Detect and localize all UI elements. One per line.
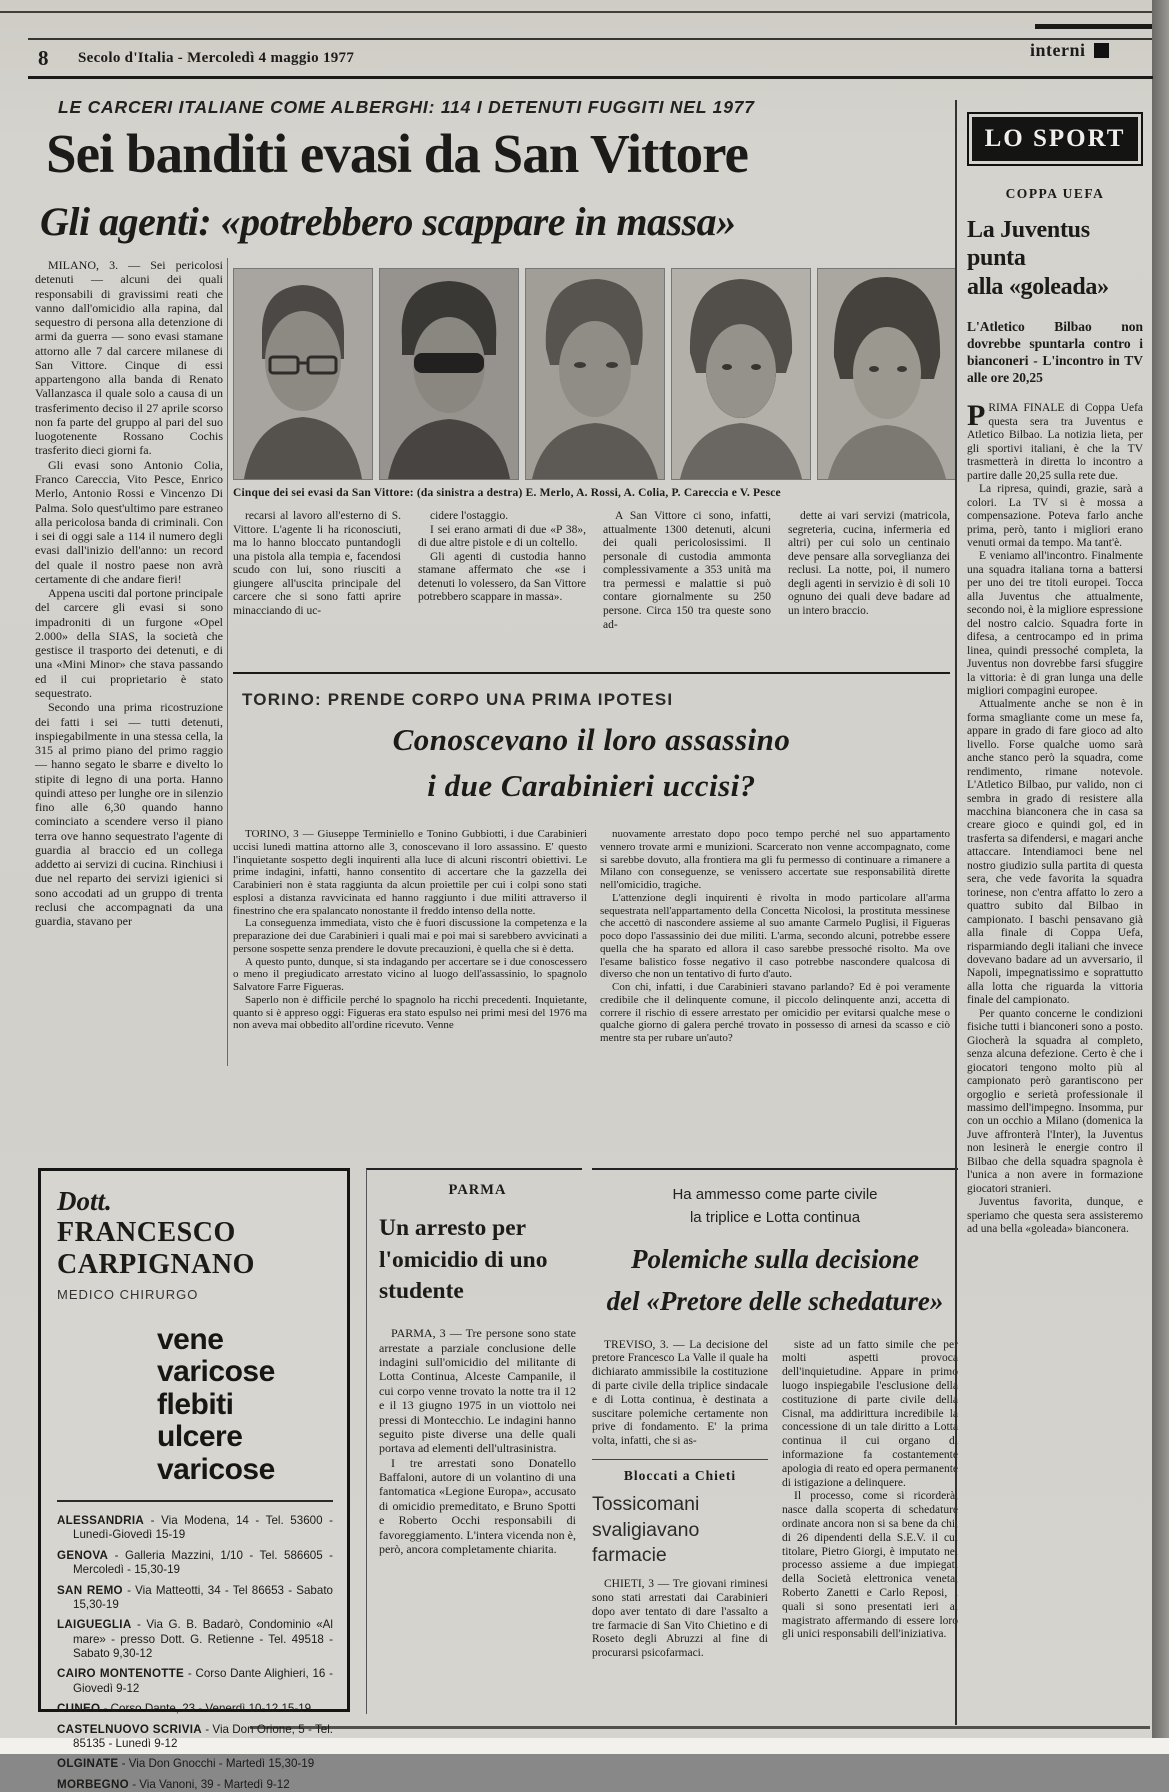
ad-doctor-first-name: FRANCESCO: [57, 1216, 236, 1248]
paragraph: A San Vittore ci sono, infatti, attualmente 1300 detenuti, alcuni dei quali pericolosissimi. Il personale di custodia ammonta complessivamente a 353 unità ma tra permessi e malattie si può contare giornalmente su 250 persone. Circa 150 tra queste sono ad-: [603, 510, 771, 631]
ad-profession: MEDICO CHIRURGO: [57, 1287, 199, 1303]
pretore-kicker-line2: la triplice e Lotta continua: [689, 1208, 861, 1226]
ad-address-entry: GENOVA - Galleria Mazzini, 1/10 - Tel. 586605 - Mercoledì - 15,30-19: [57, 1548, 333, 1577]
ad-address-entry: MORBEGNO - Via Vanoni, 39 - Martedì 9-12: [57, 1777, 290, 1791]
mugshot-photo-4: [671, 268, 811, 480]
paragraph: A questo punto, dunque, si sta indagando per accertare se i due conoscessero o meno il pregiudicato arrestato vicino al luogo dell'assassinio, lo spagnolo Salvatore Farre Figueras.: [233, 955, 587, 993]
paragraph: Con chi, infatti, i due Carabinieri stavano parlando? Ed è poi veramente credibile che il delinquente comune, il piccolo delinquente anzi, accetta di correre il rischio di essere arrestato per omicidio per evitarsi qualche mese o qualche giorno di galera perché trovato in possesso di arnesi da scasso e ciò mentre sta per rubare un'auto?: [600, 981, 950, 1044]
lead-column-1: [35, 258, 223, 928]
paragraph: E veniamo all'incontro. Finalmente una squadra italiana torna a battersi per uno dei tre titoli europei. Tocca alla Juventus che attualmente, secondo noi, è la migliore espressione del nostro calcio. Squadra forte in difesa, a centrocampo ed in prima linea, quindi pressoché completa, la Juventus non dovrebbe farsi sfuggire la vittoria: è di gran lunga una delle migliori compagini europee.: [967, 550, 1143, 697]
chieti-headline: Tossicomani svaligiavano farmacie: [592, 1493, 700, 1566]
sport-body: [967, 399, 1143, 1236]
paragraph: cidere l'ostaggio.: [430, 510, 509, 522]
ad-address-entry: CAIRO MONTENOTTE - Corso Dante Alighieri, 16 - Giovedì 9-12: [57, 1667, 333, 1695]
paragraph: Il processo, come si ricorderà, nasce dalla scoperta di schedature ordinate ancora non si sa bene da chi, di 26 dipendenti della S.E.V. il cui titolare, Pietro Giorgi, è imputato nel processo assieme a due impiegati della Società elettronica veneta, Roberto Zanetti e Carlo Reposi, i quali si sono presentati ieri al magistrato affermando di essere loro gli unici responsabili dell'iniziativa.: [782, 1490, 958, 1641]
scan-line-top: [0, 11, 1169, 13]
pretore-headline-line1: Polemiche sulla decisione: [631, 1244, 919, 1274]
ad-services-list: [157, 1324, 333, 1486]
ad-address-entry: SAN REMO - Via Matteotti, 34 - Tel 86653 - Sabato 15,30-19: [57, 1583, 333, 1611]
scan-bar-top-right: [1035, 24, 1155, 29]
paragraph: PRIMA FINALE di Coppa Uefa questa sera tra Juventus e Atletico Bilbao. La notizia lieta, per gli sportivi italiani, è che la TV trasmetterà in diretta lo incontro a partire dalle 20,25 sulla rete due.: [967, 399, 1143, 482]
photo-caption: Cinque dei sei evasi da San Vittore: (da sinistra a destra) E. Merlo, A. Rossi, A. Colia, P. Careccia e V. Pesce: [233, 487, 781, 499]
pretore-headline-line2: del «Pretore delle schedature»: [606, 1285, 944, 1316]
sport-box-title: LO SPORT: [972, 117, 1138, 161]
ad-doctor-last-name: CARPIGNANO: [57, 1248, 255, 1280]
mugshot-photo-5: [817, 268, 957, 480]
chieti-divider: [592, 1459, 768, 1460]
section-square-icon: [1094, 43, 1109, 58]
paragraph: Gli evasi sono Antonio Colia, Franco Careccia, Vito Pesce, Enrico Merlo, Antonio Rossi e Vincenzo Di Palma. Solo quest'ultimo pare estraneo alla pericolosa banda di criminali. Con i sei di oggi sale a 114 il numero degli evasi dall'inizio dell'anno: un record del quale il nostro paese non avrà certamente di che andare fieri!: [35, 457, 223, 586]
sport-kicker: COPPA UEFA: [1005, 186, 1105, 201]
paragraph: recarsi al lavoro all'esterno di S. Vittore. L'agente li ha riconosciuti, ma lo hanno bloccato puntandogli una pistola alla tempia e, facendosi scudo con lui, sono riusciti a giungere all'uscita principale del carcere che si sono fatti aprire minacciando di uc-: [233, 510, 401, 617]
paragraph: siste ad un fatto simile che per molti aspetti provoca dell'inquietudine. Appare in primo luogo inspiegabile l'esclusione della costituzione di parte civile della Cisnal, ma addirittura incredibile la concessione di un tale diritto a Lotta continua il cui organo di informazione fa costantemente apologia di reato ed opera permanente di istigazione a delinquere.: [782, 1338, 958, 1489]
torino-column-2: [600, 828, 950, 1154]
paragraph: Appena usciti dal portone principale del carcere gli evasi si sono impadroniti di un furgone «Opel 2.000» della SIAS, la società che gestisce il trasporto dei detenuti, e di una «Mini Minor» che stava passando ed il cui proprietario è stato sequestrato.: [35, 586, 223, 700]
chieti-body: [592, 1578, 768, 1661]
lead-column-3: [418, 510, 586, 605]
masthead: Secolo d'Italia - Mercoledì 4 maggio 1977: [78, 50, 355, 66]
parma-kicker: PARMA: [448, 1182, 507, 1198]
mugshot-photo-1: [233, 268, 373, 480]
scan-edge-right: [1152, 0, 1169, 1754]
torino-headline-line2: i due Carabinieri uccisi?: [427, 768, 756, 803]
paragraph: La Juventus: [967, 217, 1090, 243]
paragraph: flebiti: [157, 1387, 234, 1421]
parma-body: [379, 1326, 576, 1556]
ad-address-entry: ALESSANDRIA - Via Modena, 14 - Tel. 53600 - Lunedì-Giovedì 15-19: [57, 1514, 333, 1542]
scan-smudge-bottom: [250, 1726, 1150, 1729]
pretore-article: [592, 1168, 958, 1661]
chieti-kicker: Bloccati a Chieti: [623, 1468, 737, 1484]
sport-box: [967, 112, 1143, 166]
paragraph: Per quanto concerne le condizioni fisiche tutti i bianconeri sono a posto. Giocherà la squadra al completo, senza alcuna defezione. Certo è che i giocatori tengono molto più al campionato però garantiscono per orgoglio e serietà professionale il massimo dell'impegno. Insomma, pur con un occhio a Milano (domenica la Juve affronterà l'Inter), la Juventus non lesinerà le energie contro il Bilbao che della squadra spagnola è l'unica a non avere in formazione giocatori stranieri.: [967, 1007, 1143, 1195]
lead-column-5: [788, 510, 950, 619]
paragraph: Gli agenti di custodia hanno stamane affermato che «se i detenuti lo volessero, da San Vittore potrebbero scappare in massa».: [418, 550, 586, 604]
mugshot-strip: [233, 268, 949, 480]
paragraph: TREVISO, 3. — La decisione del pretore Francesco La Valle il quale ha dichiarato ammissibile la costituzione di parte civile della triplice sindacale e di Lotta continua, è destinata a suscitare polemiche certamente non prive di fondamento. E' la prima volta, infatti, che si as-: [592, 1338, 768, 1448]
sport-sidebar: [955, 100, 1151, 1725]
paragraph: dette ai vari servizi (matricola, segreteria, cucina, infermeria ed altri) per cui solo un centinaio deve pensare alla sorveglianza dei reclusi. La notte, poi, il numero degli agenti in servizio è di soli 10 ognuno dei quali deve badare ad un intero braccio.: [788, 510, 950, 617]
pretore-columns: [592, 1339, 958, 1661]
ad-address-entry: LAIGUEGLIA - Via G. B. Badarò, Condominio «Al mare» - presso Dott. G. Retienne - Tel. 49518 - Sabato 9,30-12: [57, 1618, 333, 1661]
paragraph: alla «goleada»: [967, 273, 1109, 300]
parma-headline: Un arresto per l'omicidio di uno studente: [379, 1215, 548, 1305]
ad-address-entry: OLGINATE - Via Don Gnocchi - Martedì 15,30-19: [57, 1757, 315, 1771]
paragraph: I tre arrestati sono Donatello Baffaloni, autore di un volantino di una fantomatica «Legione Europa», accusato di omicidio premeditato, e Bruno Spotti e Roberto Occhi responsabili di favoreggiamento. L'intera vicenda non è, però, ancora completamente chiarita.: [379, 1455, 576, 1557]
ad-address-list: [57, 1514, 333, 1792]
ad-address-entry: CASTELNUOVO SCRIVIA - Via Don Orione, 5 - Tel. 85135 - Lunedì 9-12: [57, 1722, 333, 1750]
ad-address-entry: CUNEO - Corso Dante, 23 - Venerdì 10-12 15-19: [57, 1702, 312, 1716]
paragraph: MILANO, 3. — Sei pericolosi detenuti — alcuni dei quali responsabili di gravissimi reati che vanno dall'omicidio alla rapina, dal sequestro di persona alla detenzione di armi da guerra — sono evasi stamane attorno alle 7 dal carcere milanese di San Vittore. Cinque di essi appartengono alla banda di Renato Vallanzasca il quale solo a causa di un trasferimento deciso il 27 aprile scorso non fa parte del gruppo al pari del suo luogotenente Rossano Cochis trasferito dieci giorni fa.: [35, 258, 223, 458]
torino-column-1: [233, 828, 587, 1154]
paragraph: Juventus favorita, dunque, e speriamo che questa sera assisteremo ad una bella «goleada» bianconera.: [967, 1196, 1143, 1236]
lead-kicker: LE CARCERI ITALIANE COME ALBERGHI: 114 I DETENUTI FUGGITI NEL 1977: [58, 97, 755, 117]
torino-kicker: TORINO: PRENDE CORPO UNA PRIMA IPOTESI: [242, 690, 674, 709]
section-label: interni: [1030, 40, 1086, 60]
mugshot-photo-3: [525, 268, 665, 480]
paragraph: Saperlo non è difficile perché lo spagnolo ha ricchi precedenti. Inquietante, quanto si è appreso oggi: Figueras era stato espulso nei primi mesi del 1976 ma non aveva mai obbedito all'ordine ricevuto. Venne: [233, 993, 587, 1032]
sport-headline: [967, 216, 1143, 301]
ad-doctor-title: Dott.: [57, 1186, 112, 1216]
paragraph: CHIETI, 3 — Tre giovani riminesi sono stati arrestati dai Carabinieri dopo aver tentato di dare l'assalto a tre farmacie di San Vito Chietino e di Roseto degli Abruzzi al fine di procurarsi psicofarmaci.: [592, 1578, 768, 1660]
paragraph: La conseguenza immediata, visto che è fuori discussione la competenza e la preparazione dei due Carabinieri i quali mai e poi mai si sarebbero avvicinati a persone sospette senza prendere le dovute precauzioni, è quella che si è detta.: [233, 917, 587, 955]
paragraph: punta: [967, 245, 1026, 272]
paragraph: L'attenzione degli inquirenti è rivolta in modo particolare all'arma sequestrata nell'appartamento della Concetta Nicolosi, la prostituta messinese che accettò di nascondere assieme al suo amante Carmelo Puglisi, il Figueras poco dopo l'assassinio dei due militi. L'arma, secondo alcuni, potrebbe essere quella che ha sparato ed allora il caso sarebbe pressoché risolto. Ma ove l'esame balistico fosse negativo il caso potrebbe nascondere qualcosa di diverso che non un tentativo di furto d'auto.: [600, 891, 950, 981]
section-header: [1030, 40, 1109, 61]
paragraph: vene varicose: [157, 1323, 275, 1389]
lead-subheadline: Gli agenti: «potrebbero scappare in massa»: [40, 199, 736, 244]
ad-box: [38, 1168, 350, 1791]
lead-column-4: [603, 510, 771, 632]
parma-article: [366, 1168, 582, 1714]
mugshot-photo-2: [379, 268, 519, 480]
lead-headline: Sei banditi evasi da San Vittore: [46, 123, 748, 184]
sport-standfirst: L'Atletico Bilbao non dovrebbe spuntarla contro i bianconeri - L'incontro in TV alle ore 20,25: [967, 318, 1143, 385]
torino-top-rule: [233, 672, 950, 674]
pretore-column-1: [592, 1339, 768, 1661]
paragraph: TORINO, 3 — Giuseppe Terminiello e Tonino Gubbiotti, i due Carabinieri uccisi lunedì mattina attorno alle 3, conoscevano il loro assassino. E' questo l'inquietante sospetto degli inquirenti alla luce di alcuni riscontri obiettivi. Le prime indagini, infatti, hanno consentito di accertare che la gazzella dei Carabinieri non è stata raggiunta da alcun proiettile per cui i colpi sono stati esplosi a distanza ravvicinata ed hanno raggiunto i due militi attraverso il finestrino che era spalancato nonostante il freddo intenso della notte.: [233, 828, 587, 917]
paragraph: I sei erano armati di due «P 38», di due altre pistole e di un coltello.: [418, 523, 586, 550]
paragraph: Secondo una prima ricostruzione dei fatti i sei — tutti detenuti, inspiegabilmente in una stessa cella, la 315 al primo piano del primo raggio — hanno segato le sbarre e divelto lo stipite di legno di una porta. Hanno quindi atteso per lunghe ore in silenzio fino alle 6,30 quando hanno cominciato a scendere verso il piano terra ove hanno sequestrato l'agente di guardia al braccio ed un collega addetto ai servizi di cucina. Rinchiusi i due nel reparto dei servizi igienici si sono accodati ad un gruppo di trenta reclusi che accompagnati da una guardia, stavano per: [35, 700, 223, 929]
paragraph: nuovamente arrestato dopo poco tempo perché nel suo appartamento vennero trovate armi e munizioni. Scarcerato non venne accompagnato, come si sarebbe dovuto, alla frontiera ma gli fu permesso di continuare a rimanere a Milano con conseguenze, se venissero accertate sue responsabilità dirette nell'omicidio, tragiche.: [600, 828, 950, 891]
paragraph: PARMA, 3 — Tre persone sono state arrestate a parziale conclusione delle indagini sull'omicidio del militante di Lotta Continua, Alceste Campanile, il cui corpo venne trovato la notte tra il 12 e il 13 giugno 1975 in un viottolo nei pressi di Montecchio. Le indagini hanno seguito piste diverse una delle quali portava ad elementi dell'ultrasinistra.: [379, 1326, 576, 1456]
torino-headline-line1: Conoscevano il loro assassino: [392, 722, 791, 757]
header-bottom-rule: [28, 76, 1153, 79]
paragraph: Attualmente anche se non è in forma smagliante come un mese fa, appare in grado di fare gioco ad alto livello. Forse qualche uomo sarà anche stanco però la squadra, come rendimento, rimane notevole. L'Atletico Bilbao, pur valido, non ci sembra in grado di resistere alla macchina bianconera che in casa sa creare gioco e quindi gol, ed in trasferta sa difendersi, e magari anche attaccare. Intendiamoci bene nel nostro giudizio sulla partita di questa sera, che vede favorita la squadra torinese, non c'entra affatto lo zero a quattro subito dal Bilbao in campionato. I baschi pensavano già alla finale di Coppa Uefa, risparmiando degli italiani che invece dovevano badare ad un avversario, il Napoli, impegnatissimo e soprattutto alla lotta che riguarda la vittoria finale del campionato.: [967, 698, 1143, 1007]
pretore-kicker-line1: Ha ammesso come parte civile: [672, 1186, 878, 1203]
paragraph: ulcere varicose: [157, 1420, 275, 1486]
ad-divider: [57, 1500, 333, 1502]
treviso-body: [592, 1339, 768, 1449]
page-number: 8: [38, 46, 49, 70]
paragraph: La ripresa, quindi, grazie, sarà a colori. La TV si è mossa a compensazione. Poteva farlo anche prima, però, tanto i migliori erano venuti ormai da tempo. Ma tant'è.: [967, 483, 1143, 549]
column-rule: [227, 258, 228, 1066]
header-top-rule: [28, 38, 1153, 40]
pretore-column-2: [782, 1339, 958, 1661]
lead-column-2: [233, 510, 401, 619]
